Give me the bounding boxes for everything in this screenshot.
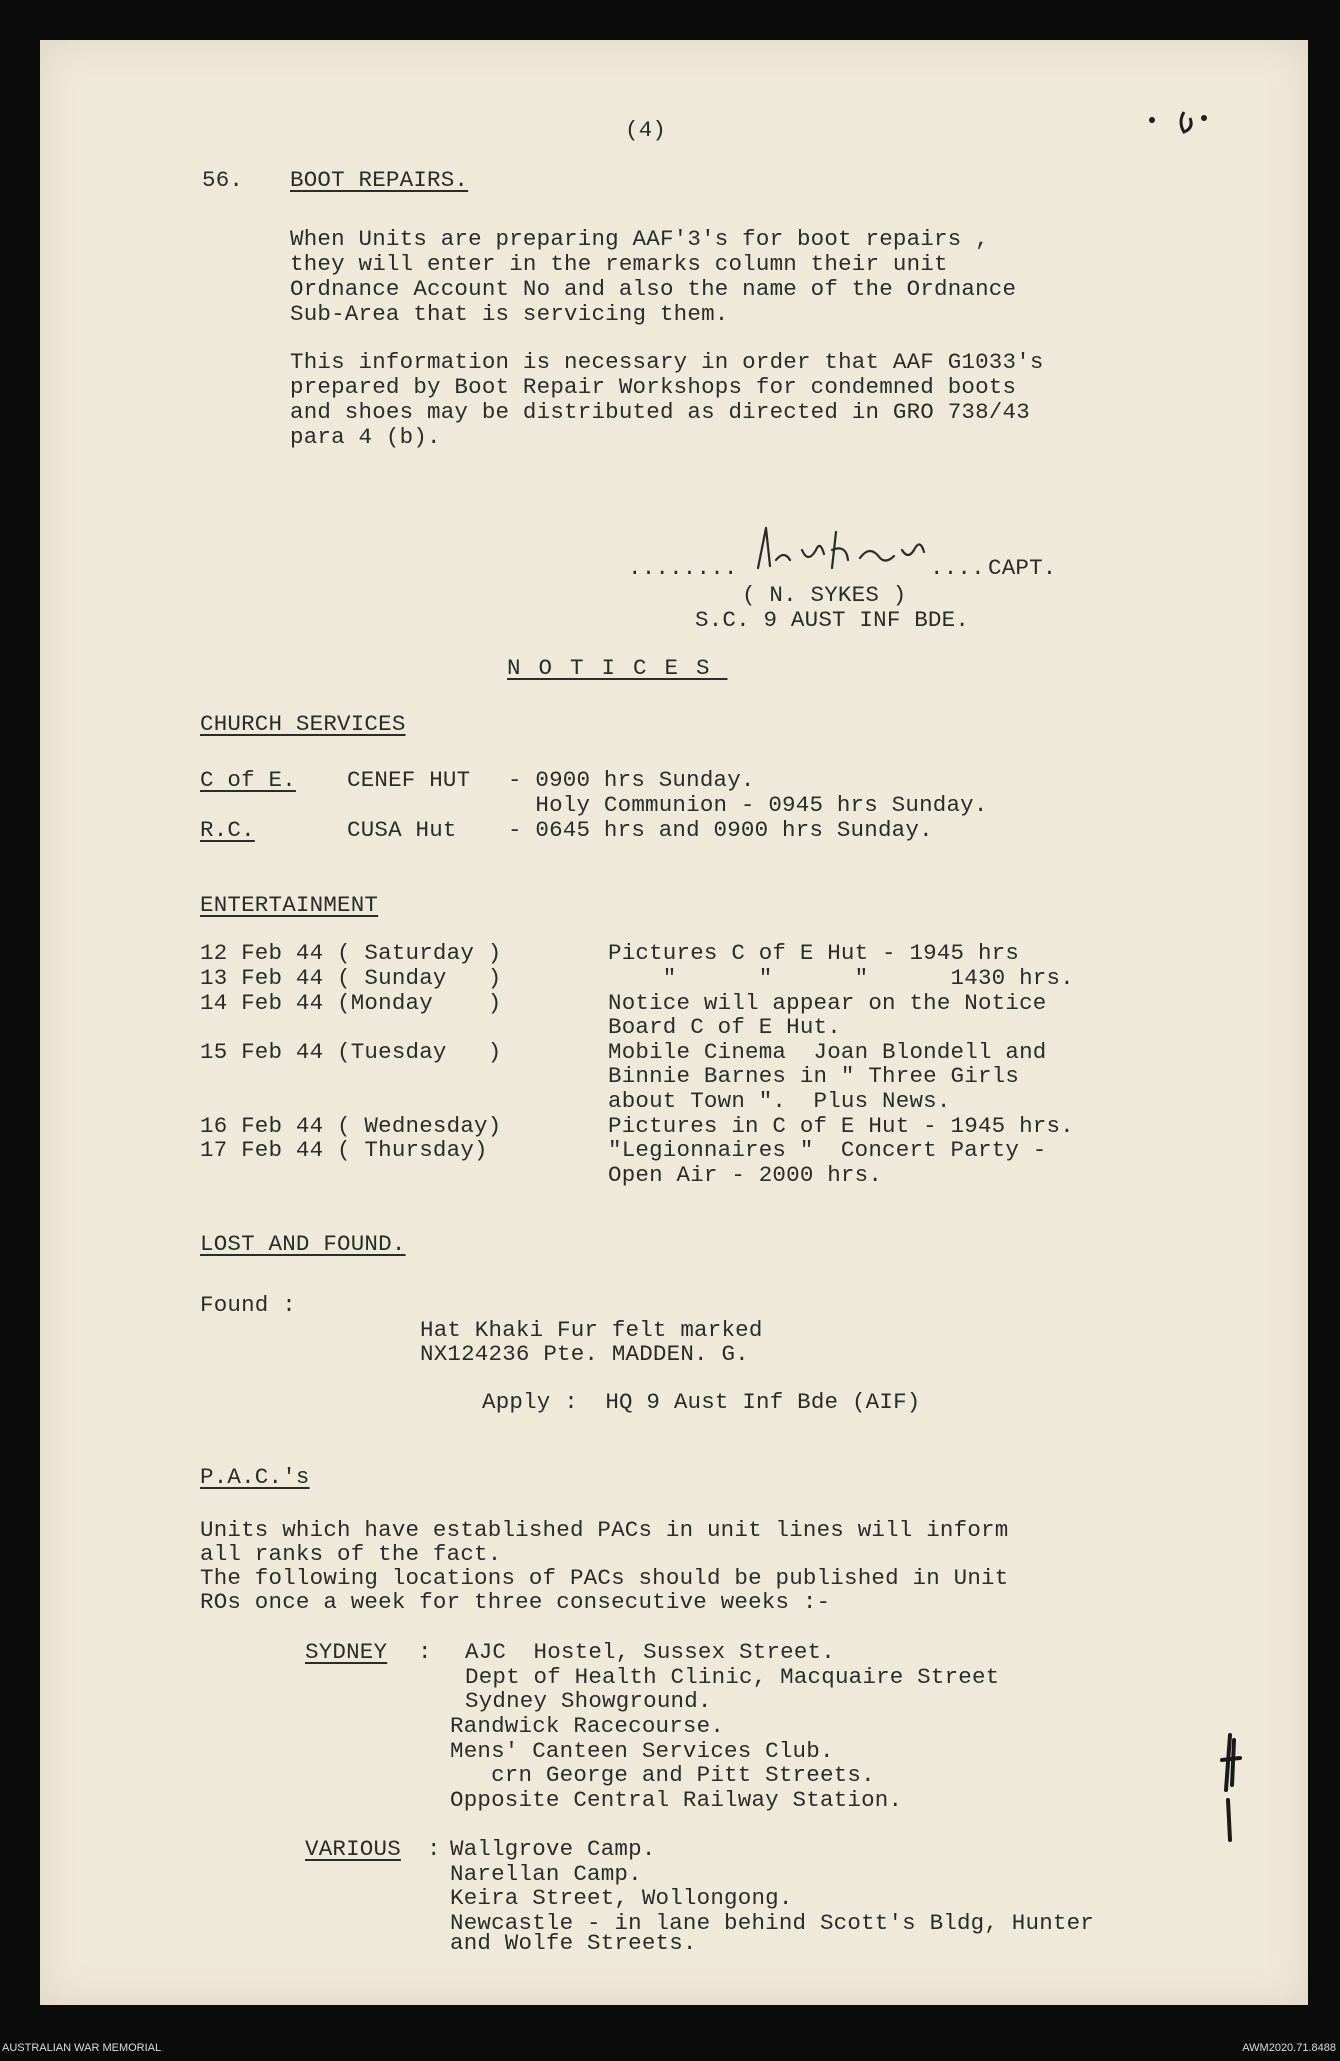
entertainment-date: 17 Feb 44 ( Thursday) bbox=[200, 1137, 488, 1163]
various-label: VARIOUS bbox=[305, 1836, 401, 1862]
various-location: Narellan Camp. bbox=[450, 1861, 642, 1887]
sydney-colon: : bbox=[418, 1639, 432, 1665]
pacs-intro-line: The following locations of PACs should be published in Unit bbox=[200, 1565, 1009, 1591]
church-denomination: C of E. bbox=[200, 767, 296, 793]
ink-mark bbox=[1200, 1730, 1260, 1850]
entertainment-event: about Town ". Plus News. bbox=[608, 1088, 951, 1114]
entertainment-event: Notice will appear on the Notice bbox=[608, 990, 1047, 1016]
sydney-location: Randwick Racecourse. bbox=[450, 1713, 725, 1739]
info-paragraph-line: This information is necessary in order that AAF G1033's bbox=[290, 349, 1044, 375]
sydney-location: Opposite Central Railway Station. bbox=[450, 1787, 903, 1813]
sydney-label: SYDNEY bbox=[305, 1639, 388, 1665]
sydney-location: Sydney Showground. bbox=[465, 1688, 712, 1714]
signature-dots-right: .... bbox=[930, 555, 985, 581]
entertainment-date: 15 Feb 44 (Tuesday ) bbox=[200, 1039, 502, 1065]
boot-paragraph-line: When Units are preparing AAF'3's for boot repairs , bbox=[290, 226, 989, 252]
pacs-intro-line: all ranks of the fact. bbox=[200, 1541, 502, 1567]
signature-rank: CAPT. bbox=[988, 555, 1057, 581]
church-time: - 0645 hrs and 0900 hrs Sunday. bbox=[508, 817, 933, 843]
entertainment-event: Open Air - 2000 hrs. bbox=[608, 1162, 883, 1188]
entertainment-event: Pictures in C of E Hut - 1945 hrs. bbox=[608, 1113, 1074, 1139]
church-place: CENEF HUT bbox=[347, 767, 471, 793]
boot-paragraph-line: they will enter in the remarks column their unit bbox=[290, 251, 948, 277]
found-label: Found : bbox=[200, 1292, 296, 1318]
footer-left: AUSTRALIAN WAR MEMORIAL bbox=[2, 2042, 162, 2054]
ink-mark bbox=[1140, 100, 1220, 140]
entertainment-date: 12 Feb 44 ( Saturday ) bbox=[200, 940, 502, 966]
pacs-intro-line: ROs once a week for three consecutive weeks :- bbox=[200, 1589, 831, 1615]
pacs-heading: P.A.C.'s bbox=[200, 1464, 310, 1490]
various-location: Wallgrove Camp. bbox=[450, 1836, 656, 1862]
boot-paragraph-line: Sub-Area that is servicing them. bbox=[290, 301, 729, 327]
entertainment-heading: ENTERTAINMENT bbox=[200, 892, 379, 918]
church-time: - 0900 hrs Sunday. bbox=[508, 767, 755, 793]
entertainment-event: Pictures C of E Hut - 1945 hrs bbox=[608, 940, 1020, 966]
entertainment-event: Mobile Cinema Joan Blondell and bbox=[608, 1039, 1047, 1065]
signature-unit: S.C. 9 AUST INF BDE. bbox=[695, 607, 970, 633]
section-title: BOOT REPAIRS. bbox=[290, 167, 469, 193]
found-item: Hat Khaki Fur felt marked bbox=[420, 1317, 763, 1343]
various-location: and Wolfe Streets. bbox=[450, 1930, 697, 1956]
sydney-location: AJC Hostel, Sussex Street. bbox=[465, 1639, 835, 1665]
signature-dots-left: ........ bbox=[628, 555, 738, 581]
various-colon: : bbox=[427, 1836, 441, 1862]
entertainment-event: " " " 1430 hrs. bbox=[608, 965, 1074, 991]
church-place: CUSA Hut bbox=[347, 817, 457, 843]
sydney-location: crn George and Pitt Streets. bbox=[450, 1762, 875, 1788]
church-heading: CHURCH SERVICES bbox=[200, 711, 406, 737]
sydney-location: Dept of Health Clinic, Macquaire Street bbox=[465, 1664, 1000, 1690]
church-time: Holy Communion - 0945 hrs Sunday. bbox=[508, 792, 988, 818]
sydney-location: Mens' Canteen Services Club. bbox=[450, 1738, 834, 1764]
boot-paragraph-line: Ordnance Account No and also the name of the Ordnance bbox=[290, 276, 1017, 302]
footer-right: AWM2020.71.8488 bbox=[1242, 2042, 1336, 2054]
notices-heading: NOTICES bbox=[507, 655, 728, 681]
document-page bbox=[40, 40, 1308, 2005]
entertainment-event: Board C of E Hut. bbox=[608, 1014, 841, 1040]
various-location: Keira Street, Wollongong. bbox=[450, 1885, 793, 1911]
entertainment-date: 16 Feb 44 ( Wednesday) bbox=[200, 1113, 502, 1139]
various-location: Newcastle - in lane behind Scott's Bldg, Hunter bbox=[450, 1910, 1095, 1936]
entertainment-date: 13 Feb 44 ( Sunday ) bbox=[200, 965, 502, 991]
church-denomination: R.C. bbox=[200, 817, 255, 843]
pacs-intro-line: Units which have established PACs in unit lines will inform bbox=[200, 1517, 1009, 1543]
info-paragraph-line: and shoes may be distributed as directed in GRO 738/43 bbox=[290, 399, 1030, 425]
found-item: NX124236 Pte. MADDEN. G. bbox=[420, 1341, 749, 1367]
section-number: 56. bbox=[202, 167, 244, 193]
found-apply: Apply : HQ 9 Aust Inf Bde (AIF) bbox=[482, 1389, 921, 1415]
entertainment-date: 14 Feb 44 (Monday ) bbox=[200, 990, 502, 1016]
signature-name: ( N. SYKES ) bbox=[742, 582, 907, 608]
info-paragraph-line: prepared by Boot Repair Workshops for condemned boots bbox=[290, 374, 1017, 400]
info-paragraph-line: para 4 (b). bbox=[290, 424, 441, 450]
entertainment-event: Binnie Barnes in " Three Girls bbox=[608, 1063, 1020, 1089]
page-number: (4) bbox=[625, 117, 667, 143]
entertainment-event: "Legionnaires " Concert Party - bbox=[608, 1137, 1047, 1163]
lost-found-heading: LOST AND FOUND. bbox=[200, 1231, 406, 1257]
